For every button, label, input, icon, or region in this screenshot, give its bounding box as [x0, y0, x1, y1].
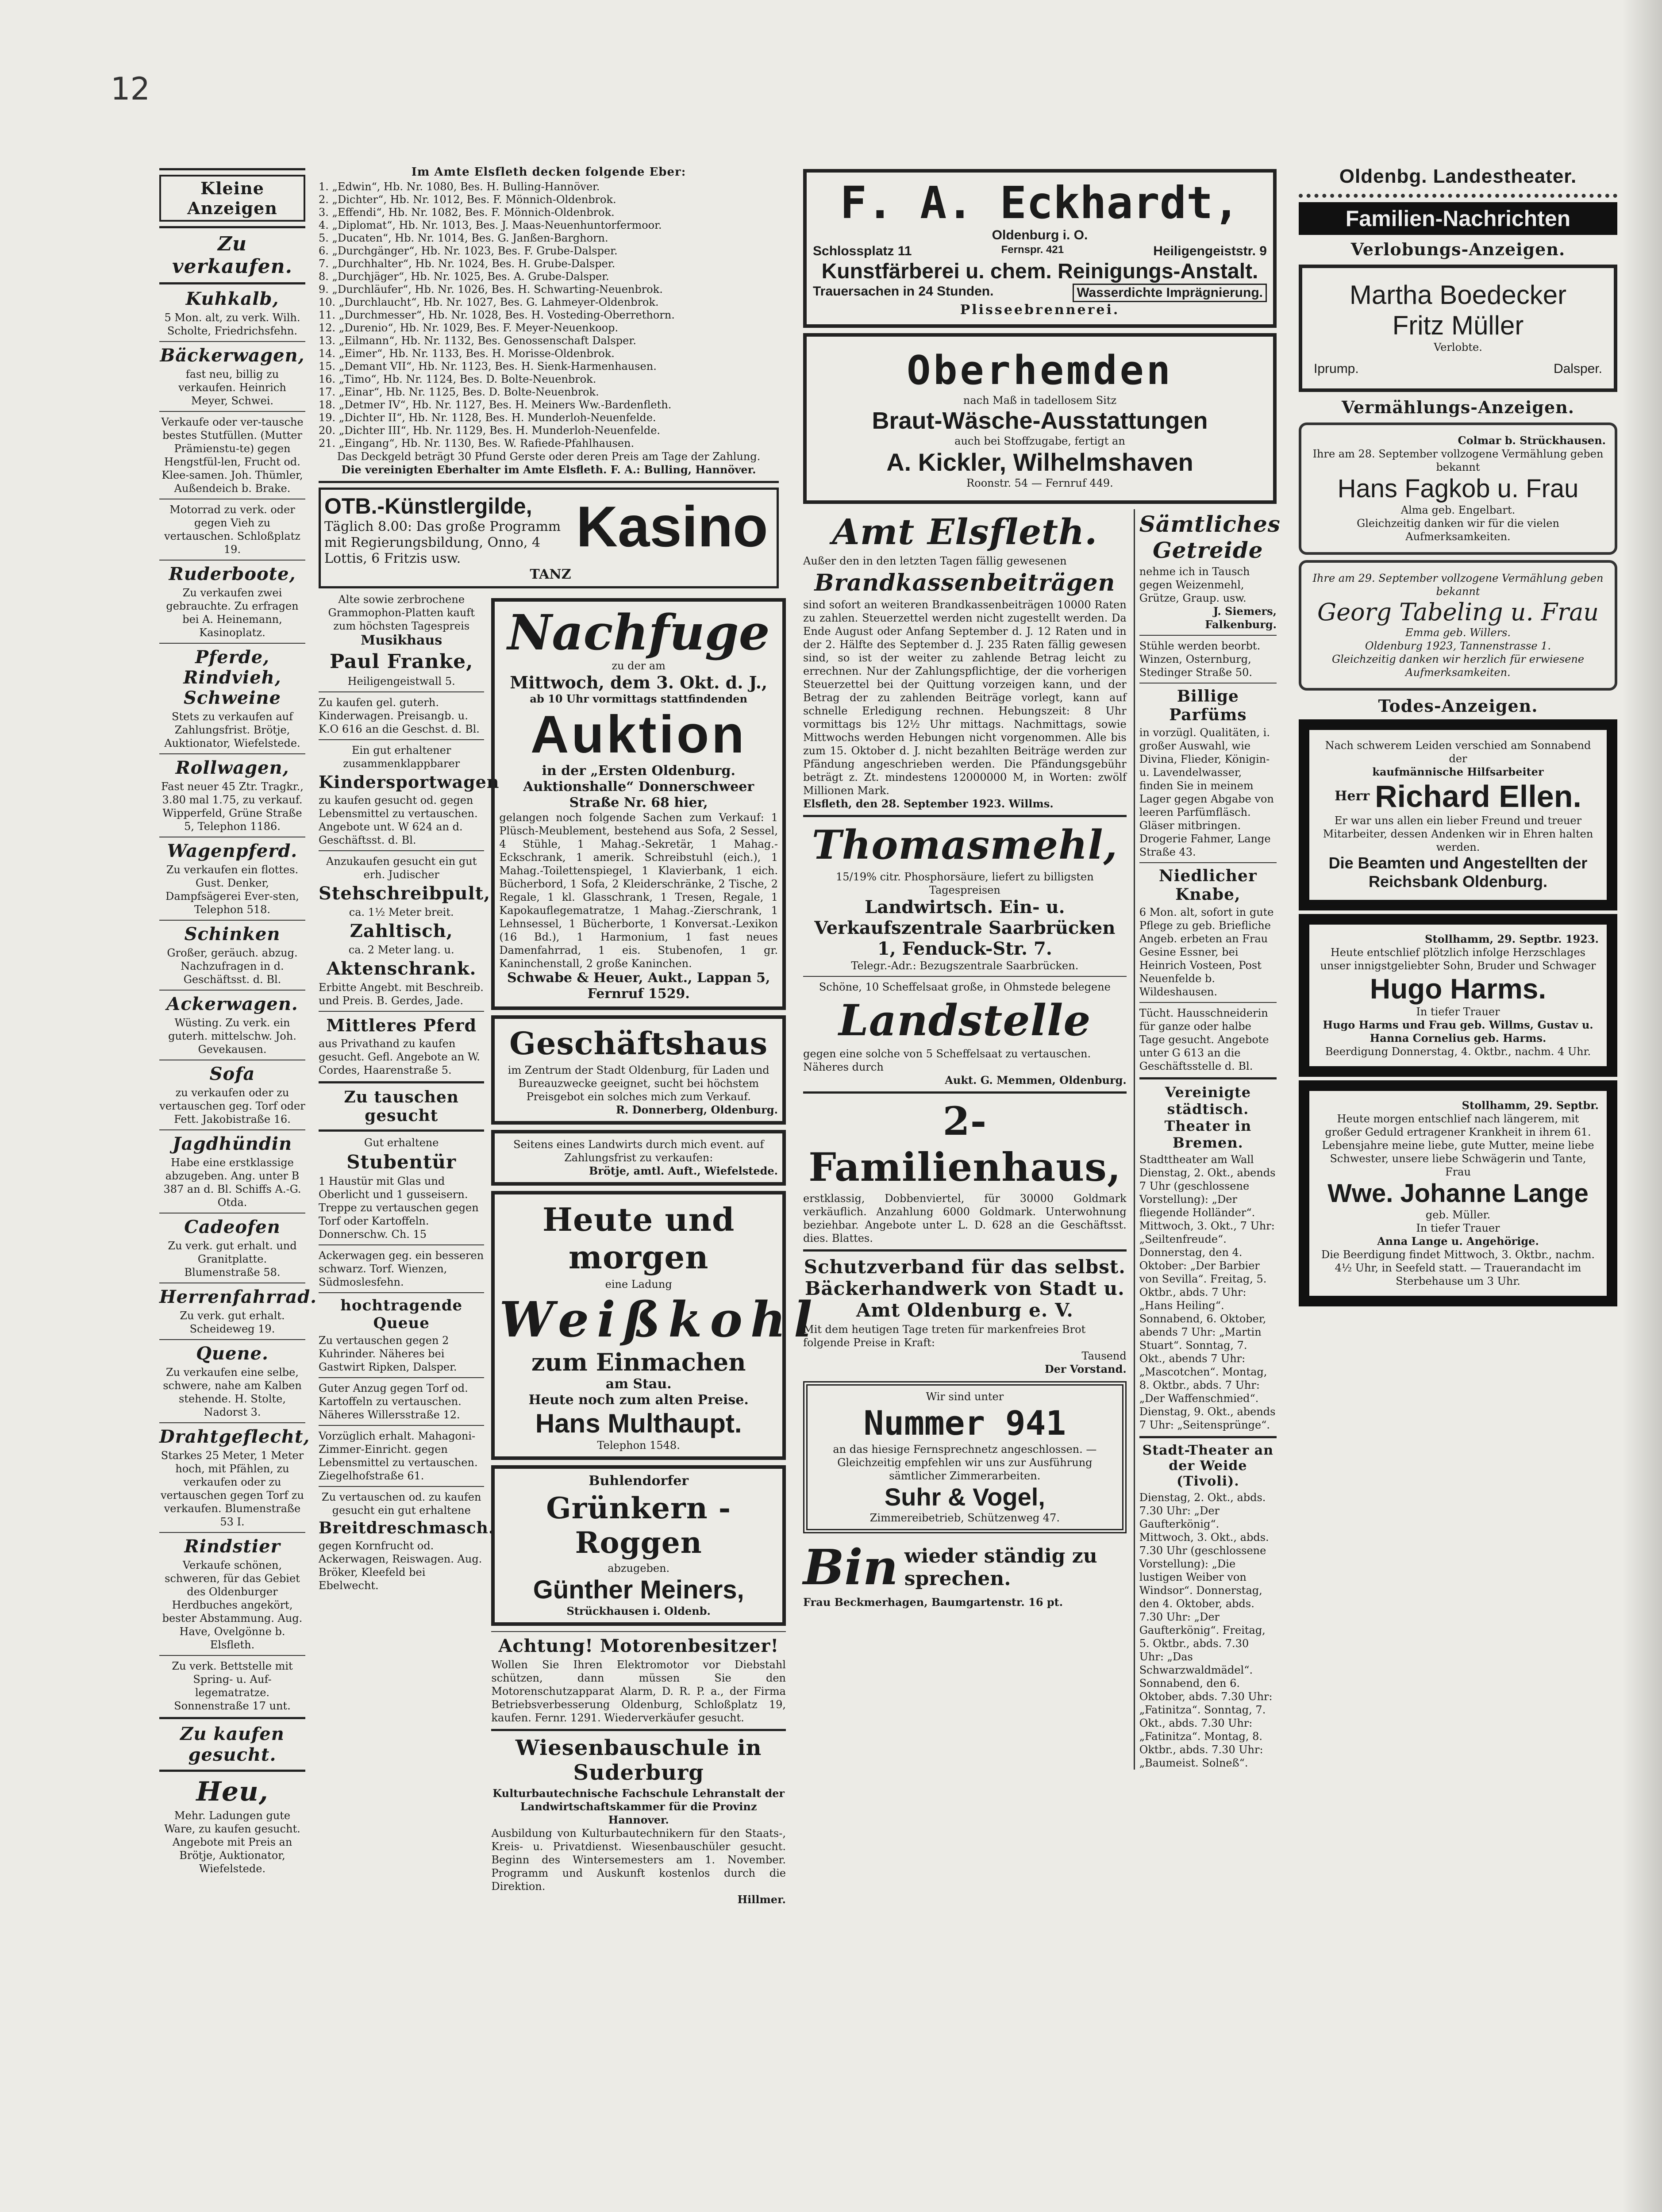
nachfuge-title: Nachfuge — [507, 604, 770, 661]
eber-entry: 9. „Durchläufer“, Hb. Nr. 1026, Bes. H. Schwarting-Neuenbrok. — [319, 283, 663, 296]
eckhardt-phone: Fernspr. 421 — [1001, 244, 1064, 256]
classified-ad — [159, 415, 305, 495]
nummer-intro: Wir sind unter — [926, 1390, 1004, 1403]
eber-entry: 13. „Eilmann“, Hb. Nr. 1132, Bes. Genossenschaft Dalsper. — [319, 334, 636, 347]
harms-trauer: In tiefer Trauer — [1416, 1006, 1500, 1018]
eber-entry: 1. „Edwin“, Hb. Nr. 1080, Bes. H. Bulling-Hannöver. — [319, 180, 600, 193]
classified-ad-head: Bäckerwagen, — [160, 345, 305, 366]
amt-title: Amt Elsfleth. — [832, 511, 1098, 553]
eber-entry: 16. „Timo“, Hb. Nr. 1124, Bes. D. Bolte-Neuenbrok. — [319, 373, 596, 385]
oberhemden-sub: nach Maß in tadellosem Sitz — [963, 394, 1117, 407]
column-classifieds — [159, 164, 317, 1878]
schutz-title: Schutzverband für das selbst. Bäckerhandwerk von Stadt u. Amt Oldenburg e. V. — [804, 1256, 1126, 1321]
classified-ad — [159, 758, 305, 833]
classified-ad — [159, 1217, 305, 1279]
classified-ad-head: Jagdhündin — [172, 1133, 292, 1154]
braut-title: Braut-Wäsche-Ausstattungen — [872, 407, 1208, 434]
bin-text: wieder ständig zu sprechen. — [904, 1544, 1097, 1590]
fagkob-thanks: Gleichzeitig danken wir für die vielen Aufmerksamkeiten. — [1357, 517, 1559, 543]
eckhardt-addr-row — [813, 243, 1267, 259]
ellen-ad — [1299, 719, 1617, 910]
classified-divider — [159, 920, 305, 921]
classified-ad-head: Schinken — [184, 924, 281, 945]
suhr-addr: Zimmereibetrieb, Schützenweg 47. — [869, 1512, 1060, 1524]
breitdresch-intro: Zu vertauschen od. zu kaufen gesucht ein gut erhaltene — [321, 1491, 481, 1517]
wiesen-sub: Kulturbautechnische Fachschule Lehranstalt der Landwirtschaftskammer für die Provinz Hannover. — [492, 1787, 785, 1826]
tabeling-geb: Emma geb. Willers. — [1405, 626, 1511, 639]
place2: Dalsper. — [1553, 361, 1602, 376]
landestheater-title: Oldenbg. Landestheater. — [1339, 165, 1577, 187]
auktion-sign: Schwabe & Heuer, Aukt., Lappan 5, Fernruf 1529. — [507, 970, 770, 1002]
thomas-title: Thomasmehl, — [812, 822, 1118, 868]
classified-ad-text: Zu verk. gut erhalt. Scheideweg 19. — [180, 1310, 285, 1335]
weisskohl-title: Weißkohl — [499, 1291, 820, 1348]
harms-burial: Beerdigung Donnerstag, 4. Oktbr., nachm. 4 Uhr. — [1325, 1045, 1591, 1058]
harms-fam: Hugo Harms und Frau geb. Willms, Gustav u. Hanna Cornelius geb. Harms. — [1323, 1018, 1593, 1045]
eckhardt-wasser: Wasserdichte Imprägnierung. — [1073, 284, 1267, 302]
eber-entry: 12. „Durenio“, Hb. Nr. 1029, Bes. F. Meyer-Neuenkoop. — [319, 322, 619, 334]
stehschreib-intro: Anzukaufen gesucht ein gut erh. Judischer — [326, 855, 477, 881]
paul-franke: Paul Franke, — [330, 650, 473, 673]
ellen-name: Richard Ellen. — [1375, 779, 1581, 814]
classified-ad-text: Verkaufe oder ver-tausche bestes Stutfüllen. (Mutter Prämienstu-te) gegen Hengstfül-len, Frucht od. Klee-samen. Joh. Thümler, Außendeich b. Brake. — [161, 416, 304, 495]
alte-preise: Heute noch zum alten Preise. — [528, 1392, 749, 1408]
ellen-herr: Herr — [1335, 788, 1370, 804]
suhr-name: Suhr & Vogel, — [884, 1483, 1045, 1511]
motor-text: Wollen Sie Ihren Elektromotor vor Diebstahl schützen, dann müssen Sie den Motorenschutzapparat Alarm, D. R. P. a., der Firma Betriebsverbesserung Oldenburg, Schloßplatz 19, kaufen. Fernr. 1291. Wiederverkäufer gesucht. — [491, 1659, 786, 1724]
classified-divider — [159, 643, 305, 644]
classified-ad-head: Wagenpferd. — [167, 841, 298, 861]
nachfuge-date: Mittwoch, dem 3. Okt. d. J., — [510, 672, 768, 692]
classified-divider — [159, 1129, 305, 1130]
ellen-role: kaufmännische Hilfsarbeiter — [1372, 765, 1544, 778]
pferd-text: aus Privathand zu kaufen gesucht. Gefl. Angebote an W. Cordes, Haarenstraße 5. — [319, 1037, 480, 1076]
classified-ad-text: Habe eine erstklassige abzugeben. Ang. unter B 387 an d. Bl. Schiffs A.-G. Otda. — [163, 1156, 301, 1209]
eckhardt-addr-left: Schlossplatz 11 — [813, 244, 912, 258]
verlobung-places — [1314, 361, 1602, 377]
tabeling-name: Georg Tabeling u. Frau — [1317, 598, 1599, 626]
otb-text: Täglich 8.00: Das große Programm mit Regierungsbildung, Onno, 4 Lottis, 6 Fritzis usw. — [324, 519, 561, 566]
getreide-title: Sämtliches Getreide — [1139, 511, 1281, 563]
eber-title: Im Amte Elsfleth decken folgende Eber: — [411, 165, 686, 179]
classified-ad-head: Drahtgeflecht, — [159, 1426, 310, 1447]
landstelle-intro: Schöne, 10 Scheffelsaat große, in Ohmstede belegene — [819, 981, 1111, 993]
landstelle-title: Landstelle — [839, 995, 1091, 1045]
grammo-text: Alte sowie zerbrochene Grammophon-Platten kauft zum höchsten Tagespreis — [328, 593, 475, 632]
akten-head: Aktenschrank. — [326, 958, 477, 979]
parfuem-text: in vorzügl. Qualitäten, i. großer Auswahl, wie Divina, Flieder, Königin-u. Lavendelwasser, finden Sie in meinem Lager gegen Abgabe von leeren Parfümfläsch. Gläser mitbringen. Drogerie Fahmer, Lange Straße 43. — [1139, 726, 1274, 858]
buhlen-sub: abzugeben. — [608, 1562, 670, 1575]
stubentuer-text: 1 Haustür mit Glas und Oberlicht und 1 gusseisern. Treppe zu vertauschen gegen Torf oder Kartoffeln. Donnerschw. Ch. 15 — [319, 1175, 479, 1240]
kleine-anzeigen-header: Kleine Anzeigen — [159, 175, 305, 222]
knabe-text: 6 Mon. alt, sofort in gute Pflege zu geb. Briefliche Angeb. erbeten an Frau Gesine Essner, bei Heinrich Vosteen, Post Neuenfelde b. Wildeshausen. — [1139, 906, 1274, 998]
classified-ad-text: Zu verkaufen zwei gebrauchte. Zu erfragen bei A. Heinemann, Kasinoplatz. — [166, 587, 299, 639]
classified-ad-head: Kuhkalb, — [185, 288, 279, 309]
kickler-name: A. Kickler, Wilhelmshaven — [886, 448, 1193, 476]
familien-header — [1299, 202, 1617, 235]
classified-divider — [159, 341, 305, 342]
eckhardt-ad — [803, 169, 1277, 328]
eckhardt-plissee: Plisseebrennerei. — [960, 302, 1120, 318]
tabeling-thanks: Gleichzeitig danken wir herzlich für erwiesene Aufmerksamkeiten. — [1331, 653, 1585, 679]
eber-entry: 20. „Dichter III“, Hb. Nr. 1129, Bes. H. Munderloh-Neuenfelde. — [319, 424, 661, 437]
auktion-place: in der „Ersten Oldenburg. Auktionshalle“ Donnerschweer Straße Nr. 68 hier, — [523, 763, 754, 810]
meiners-name: Günther Meiners, — [533, 1575, 744, 1604]
fagkob-place: Colmar b. Strückhausen. — [1458, 434, 1606, 447]
lange-burial: Die Beerdigung findet Mittwoch, 3. Oktbr., nachm. 4½ Uhr, in Seefeld statt. — Trauerandacht im Sterbehause um 3 Uhr. — [1321, 1248, 1595, 1287]
einmachen: zum Einmachen — [531, 1348, 746, 1376]
geschaeftshaus-ad — [491, 1015, 786, 1125]
braut-sub: auch bei Stoffzugabe, fertigt an — [954, 435, 1125, 447]
zahltisch-text: ca. 2 Meter lang. u. — [348, 944, 454, 956]
otb-title: OTB.-Künstlergilde, — [324, 494, 532, 518]
zimmer-ad: Vorzüglich erhalt. Mahagoni-Zimmer-Einricht. gegen Lebensmittel zu vertauschen. Ziegelhofstraße 61. — [319, 1430, 478, 1482]
nachfuge-ad — [491, 598, 786, 1010]
hausmaedchen-ad: Tücht. Hausschneiderin für ganze oder halbe Tage gesucht. Angebote unter G 613 an die Geschäftsstelle d. Bl. — [1139, 1007, 1269, 1072]
col2-right-sub — [491, 593, 820, 1906]
eber-entry: 6. „Durchgänger“, Hb. Nr. 1023, Bes. F. Grube-Dalsper. — [319, 245, 618, 257]
getreide-sign: J. Siemers, Falkenburg. — [1205, 605, 1277, 631]
classified-ad-head: Herrenfahrrad. — [159, 1286, 317, 1307]
thomas-sub: 15/19% citr. Phosphorsäure, liefert zu billigsten Tagespreisen — [835, 871, 1094, 896]
col3-right-sub — [1134, 509, 1281, 1770]
eber-entry: 8. „Durchjäger“, Hb. Nr. 1025, Bes. A. Grube-Dalsper. — [319, 270, 609, 283]
otb-tanz: TANZ — [530, 567, 571, 582]
nummer-title: Nummer 941 — [863, 1403, 1066, 1443]
theater-bremen-title: Vereinigte städtisch. Theater in Bremen. — [1164, 1084, 1252, 1151]
bin-ad — [803, 1539, 1127, 1596]
col2-split — [319, 593, 820, 1906]
breitdresch-text: gegen Kornfrucht od. Ackerwagen, Reiswagen. Aug. Bröker, Kleefeld bei Ebelwecht. — [319, 1540, 482, 1592]
ellen-name-row — [1318, 779, 1598, 814]
fagkob-name: Hans Fagkob u. Frau — [1337, 474, 1579, 503]
landstelle-text: gegen eine solche von 5 Scheffelsaat zu vertauschen. Näheres durch — [803, 1048, 1091, 1073]
tausch-title: Zu tauschen gesucht — [344, 1088, 459, 1125]
classified-divider — [159, 990, 305, 991]
heute-sub: eine Ladung — [605, 1278, 672, 1290]
brand-title: Brandkassenbeiträgen — [814, 569, 1116, 596]
section-zu-kaufen: Zu kaufen gesucht. — [180, 1724, 285, 1765]
section-zu-verkaufen: Zu verkaufen. — [172, 233, 292, 278]
eckhardt-trauer: Trauersachen in 24 Stunden. — [813, 284, 994, 299]
column-four — [1299, 164, 1617, 1310]
classified-ad — [159, 1344, 305, 1419]
classified-ad-text: Großer, geräuch. abzug. Nachzufragen in d. Geschäftsst. d. Bl. — [167, 947, 298, 986]
lange-fam: Anna Lange u. Angehörige. — [1377, 1235, 1539, 1248]
verlobung-ad — [1299, 265, 1617, 392]
harms-name: Hugo Harms. — [1370, 973, 1547, 1005]
otb-kasino-ad — [319, 488, 779, 588]
nachfuge-time: ab 10 Uhr vormittags stattfindenden — [530, 692, 747, 705]
classified-divider — [159, 411, 305, 412]
classified-ad-head: Ackerwagen. — [166, 994, 298, 1014]
classified-ad-text: Zu verk. gut erhalt. und Granitplatte. Blumenstraße 58. — [168, 1240, 297, 1279]
classified-divider — [159, 1339, 305, 1340]
fagkob-text: Ihre am 28. September vollzogene Vermählung geben bekannt — [1312, 448, 1604, 473]
classified-ad-text: Starkes 25 Meter, 1 Meter hoch, mit Pfählen, zu verkaufen oder zu vertauschen gegen Torf zu verkaufen. Blumenstraße 53 I. — [160, 1449, 304, 1528]
lange-geb: geb. Müller. — [1425, 1209, 1491, 1221]
col3-left-sub — [803, 509, 1127, 1770]
classified-ad-head: Rindstier — [184, 1536, 281, 1557]
amt-intro: Außer den in den letzten Tagen fällig gewesenen — [803, 555, 1067, 567]
amt-text: sind sofort an weiteren Brandkassenbeiträgen 10000 Raten zu zahlen. Steuerzettel werden nicht zugestellt werden. Da Ende August oder Anfang September d. J. 12 Raten und in der 2. Hälfte des September d. J. 235 Raten fällig gewesen sind, so ist der weiter zu zahlende Betrag leicht zu errechnen. Nur der Zahlungspflichtige, der die vorherigen Steuerzettel bei der Quittung vorzeigen kann, und der Betrag der zu zahlenden Beiträge vorlegt, kann auf schnelle Erledigung rechnen. Hebungszeit: 8 Uhr vormittags bis 12½ Uhr mittags. Nachmittags, sowie Mittwochs werden Hebungen nicht vorgenommen. Alle bis zum 15. Oktober d. J. nicht bezahlten Beiträge werden zur Pfändung angeschrieben werden. Die Pfändungsgebühr beträgt z. Zt. mindestens 12000000 M, in Worten: zwölf Millionen Mark. — [803, 599, 1127, 797]
eckhardt-business: Kunstfärberei u. chem. Reinigungs-Anstalt. — [821, 260, 1258, 283]
heute-title: Heute und morgen — [542, 1201, 735, 1276]
lange-trauer: In tiefer Trauer — [1416, 1222, 1500, 1234]
vermaehlung-title: Vermählungs-Anzeigen. — [1342, 397, 1574, 417]
eber-entry: 4. „Diplomat“, Hb. Nr. 1013, Bes. J. Maas-Neuenhuntorfermoor. — [319, 219, 662, 231]
wanted-ad — [159, 1776, 305, 1875]
sell-ads-list — [159, 288, 317, 1713]
eber-entry: 10. „Durchlaucht“, Hb. Nr. 1027, Bes. G. Lahmeyer-Oldenbrok. — [319, 296, 659, 308]
col2-left-sub — [319, 593, 500, 1906]
kindersport-text: zu kaufen gesucht od. gegen Lebensmittel zu vertauschen. Angebote unt. W 624 an d. Geschäftsst. d. Bl. — [319, 794, 478, 846]
ackerwagen2: Ackerwagen geg. ein besseren schwarz. Torf. Wienzen, Südmoslesfehn. — [319, 1249, 484, 1288]
page-edge-shadow — [1622, 0, 1662, 2212]
verlobte: Verlobte. — [1434, 341, 1482, 353]
stehschreib-head: Stehschreibpult, — [319, 883, 491, 904]
eber-entry: 2. „Dichter“, Hb. Nr. 1012, Bes. F. Mönnich-Oldenbrok. — [319, 193, 616, 206]
harms-text: Heute entschlief plötzlich infolge Herzschlages unser innigstgeliebter Sohn, Bruder und Schwager — [1320, 946, 1596, 972]
classified-ad — [159, 924, 305, 986]
groom1: Fritz Müller — [1392, 311, 1524, 340]
oberhemden-title: Oberhemden — [907, 347, 1173, 394]
schutz-sign: Der Vorstand. — [1044, 1363, 1127, 1375]
classified-divider — [159, 1655, 305, 1656]
eckhardt-city: Oldenburg i. O. — [992, 228, 1088, 242]
weide-text: Dienstag, 2. Okt., abds. 7.30 Uhr: „Der Gaufterkönig“. Mittwoch, 3. Okt., abds. 7.30 Uhr (geschlossene Vorstellung): „Die lustigen Weiber von Windsor“. Donnerstag, den 4. Oktober, abds. 7.30 Uhr: „Der Gaufterkönig“. Freitag, 5. Oktbr., abds. 7.30 Uhr: „Das Schwarzwaldmädel“. Sonnabend, den 6. Oktober, abds. 7.30 Uhr: „Fatinitza“. Sonntag, 7. Okt., abds. 7.30 Uhr: „Fatinitza“. Montag, 8. Oktbr., abds. 7.30 Uhr: „Baumeist. Solneß“. — [1139, 1491, 1273, 1769]
familienhaus-text: erstklassig, Dobbenviertel, für 30000 Goldmark verkäuflich. Anzahlung 6000 Goldmark. Unterwohnung beziehbar. Angebote unter L. D. 628 an die Geschäftsst. dies. Blattes. — [803, 1192, 1127, 1244]
tabeling-place: Oldenburg 1923, Tannenstrasse 1. — [1365, 640, 1551, 652]
akten-text: Erbitte Angebt. mit Beschreib. und Preis. B. Gerdes, Jade. — [319, 981, 484, 1007]
bin-title: Bin — [803, 1539, 898, 1596]
classified-divider — [159, 560, 305, 561]
classified-ad — [159, 1659, 305, 1713]
eckhardt-name: F. A. Eckhardt, — [840, 177, 1240, 229]
familien-title: Familien-Nachrichten — [1345, 206, 1571, 231]
geschaeftshaus-text: im Zentrum der Stadt Oldenburg, für Laden und Bureauzwecke geeignet, sucht bei höchstem Preisgebot ein solches mich zum Verkauf. — [508, 1064, 769, 1103]
classified-ad — [159, 503, 305, 556]
wanted-ad-text: Mehr. Ladungen gute Ware, zu kaufen gesucht. Angebote mit Preis an Brötje, Auktionator, Wiefelstede. — [164, 1809, 300, 1875]
gruenkern-title: Grünkern - Roggen — [546, 1491, 731, 1560]
gruenkern-ad — [491, 1465, 786, 1626]
weisskohl-ad — [491, 1191, 820, 1460]
auktion-title: Auktion — [530, 705, 747, 764]
stau: am Stau. — [605, 1376, 672, 1392]
zahltisch-head: Zahltisch, — [350, 921, 453, 941]
geschaeftshaus-sign: R. Donnerberg, Oldenburg. — [616, 1103, 778, 1116]
fagkob-geb: Alma geb. Engelbart. — [1400, 504, 1516, 516]
weide-title: Stadt-Theater an der Weide (Tivoli). — [1142, 1443, 1274, 1489]
kindersport-head: Kindersportwagen — [319, 772, 500, 792]
motor-title: Achtung! Motorenbesitzer! — [498, 1636, 779, 1656]
eber-entry: 15. „Demant VII“, Hb. Nr. 1123, Bes. H. Sienk-Harmenhausen. — [319, 360, 657, 373]
eber-entry: 19. „Dichter II“, Hb. Nr. 1128, Bes. H. Munderloh-Neuenfelde. — [319, 411, 656, 424]
landwirt-intro: Seitens eines Landwirts durch mich event. auf Zahlungsfrist zu verkaufen: — [513, 1138, 764, 1164]
page-number: 12 — [111, 71, 150, 107]
eber-entry: 14. „Eimer“, Hb. Nr. 1133, Bes. H. Morisse-Oldenbrok. — [319, 347, 615, 360]
nachfuge-sub: zu der am — [612, 660, 666, 672]
harms-ad — [1299, 914, 1617, 1077]
wiesen-text: Ausbildung von Kulturbautechnikern für den Staats-, Kreis- u. Privatdienst. Wiesenbauschüler gesucht. Beginn des Wintersemesters am 1. November. Programm und Auskunft kostenlos durch die Direktion. — [491, 1827, 786, 1893]
geschaeftshaus-title: Geschäftshaus — [509, 1025, 768, 1062]
thomas-tel: Telegr.-Adr.: Bezugszentrale Saarbrücken. — [851, 960, 1079, 972]
paul-addr: Heiligengeistwall 5. — [347, 675, 455, 687]
kasino-title: Kasino — [576, 494, 768, 559]
lange-text: Heute morgen entschlief nach längerem, mit großer Geduld ertragener Krankheit in ihrem 61. Lebensjahre meine liebe, gute Mutter, meine liebe Schwester, unsere liebe Schwägerin und Tante, Frau — [1322, 1113, 1594, 1178]
eber-entry: 11. „Durchmesser“, Hb. Nr. 1028, Bes. H. Vosteding-Oberrethorn. — [319, 309, 675, 321]
stubentuer: Stubentür — [346, 1151, 457, 1173]
classified-ad — [159, 1064, 305, 1126]
nummer-text: an das hiesige Fernsprechnetz angeschlossen. — Gleichzeitig empfehlen wir uns zur Ausführung sämtlicher Zimmerarbeiten. — [833, 1443, 1097, 1482]
classified-ad-head: Rollwagen, — [175, 757, 289, 778]
classified-ad — [159, 1134, 305, 1209]
tabeling-ad — [1299, 560, 1617, 691]
auktion-text: gelangen noch folgende Sachen zum Verkauf: 1 Plüsch-Meublement, bestehend aus Sofa, 2 Sessel, 4 Stühle, 1 Mahag.-Sekretär, 1 Mahag.-Eckschrank, 1 amerik. Schreibstuhl (eich.), 1 Mahag.-Toilettenspiegel, 1 Klavierbank, 1 eich. Bücherbord, 1 Sofa, 2 Kleiderschränke, 2 Tische, 2 Regale, 1 kl. Glasschrank, 1 Tresen, Regale, 1 Kapokauflegematratze, 1 Mahag.-Zierschrank, 1 Lehnsessel, 1 Bücherborte, 1 Konversat.-Lexikon (16 Bd.), 1 Harmonium, 1 fast neues Damenfahrrad, 1 eis. Stubenofen, 1 gr. Kaninchenstall, 2 große Kaninchen. — [499, 811, 778, 970]
classified-ad-text: Zu verkaufen eine selbe, schwere, nahe am Kalben stehende. H. Stolte, Nadorst 3. — [163, 1366, 302, 1418]
queue-title: hochtragende Queue — [340, 1297, 463, 1332]
col3-split — [803, 509, 1281, 1770]
wiesen-sign: Hillmer. — [737, 1893, 786, 1906]
place1: Iprump. — [1314, 361, 1359, 376]
verlobung-title: Verlobungs-Anzeigen. — [1350, 239, 1566, 259]
classified-ad-head: Pferde, Rindvieh, Schweine — [183, 647, 281, 708]
fagkob-ad — [1299, 422, 1617, 555]
classified-ad — [159, 841, 305, 916]
classified-ad — [159, 1286, 317, 1336]
classified-ad-text: Motorrad zu verk. oder gegen Vieh zu vertauschen. Schloßplatz 19. — [164, 503, 300, 556]
column-three — [803, 164, 1281, 1770]
classified-ad-text: Wüsting. Zu verk. ein guterh. mittelschw. Joh. Gevekausen. — [168, 1017, 296, 1056]
classified-ad-text: Zu verk. Bettstelle mit Spring- u. Auf-legematratze. Sonnenstraße 17 unt. — [172, 1660, 293, 1712]
getreide-text: nehme ich in Tausch gegen Weizenmehl, Grütze, Graup. usw. — [1139, 565, 1250, 604]
classified-ad-text: zu verkaufen oder zu vertauschen geg. Torf oder Fett. Jakobistraße 16. — [159, 1087, 305, 1125]
classified-ad — [159, 994, 305, 1056]
eber-entry: 3. „Effendi“, Hb. Nr. 1082, Bes. F. Mönnich-Oldenbrok. — [319, 206, 615, 219]
eber-list — [319, 180, 779, 450]
classified-ad-text: 5 Mon. alt, zu verk. Wilh. Scholte, Friedrichsfehn. — [164, 311, 300, 337]
column-two — [319, 164, 820, 1906]
ellen-sign: Die Beamten und Angestellten der Reichsbank Oldenburg. — [1328, 854, 1588, 891]
kinderwagen-ad: Zu kaufen gel. guterh. Kinderwagen. Preisangb. u. K.O 616 an die Geschst. d. Bl. — [319, 696, 480, 735]
bin-sign: Frau Beckmerhagen, Baumgartenstr. 16 pt. — [803, 1596, 1063, 1609]
wanted-ad-head: Heu, — [196, 1776, 269, 1807]
lange-name: Wwe. Johanne Lange — [1327, 1179, 1589, 1208]
classified-divider — [159, 1422, 305, 1423]
buhlen-intro: Buhlendorfer — [589, 1473, 689, 1489]
eckhardt-addr-right: Heiligengeiststr. 9 — [1153, 244, 1267, 258]
classified-ad-head: Quene. — [196, 1343, 269, 1364]
thomas-text: Landwirtsch. Ein- u. Verkaufszentrale Saarbrücken 1, Fenduck-Str. 7. — [814, 897, 1116, 959]
multhaupt: Hans Multhaupt. — [535, 1409, 742, 1438]
eber-entry: 7. „Durchhalter“, Hb. Nr. 1024, Bes. H. Grube-Dalsper. — [319, 257, 616, 270]
classified-ad-head: Sofa — [209, 1064, 255, 1084]
harms-place: Stollhamm, 29. Septbr. 1923. — [1425, 933, 1599, 945]
classified-ad-text: Verkaufe schönen, schweren, für das Gebiet des Oldenburger Herdbuches angekört, bester Abstammung. Aug. Have, Ovelgönne b. Elsfleth. — [162, 1559, 303, 1651]
pferd-head: Mittleres Pferd — [326, 1015, 477, 1035]
tabeling-text: Ihre am 29. September vollzogene Vermählung geben bekannt — [1312, 572, 1604, 598]
eber-entry: 21. „Eingang“, Hb. Nr. 1130, Bes. W. Rafiede-Pfahlhausen. — [319, 437, 635, 449]
amt-sign: Elsfleth, den 28. September 1923. Willms. — [803, 797, 1054, 810]
classified-ad — [159, 346, 305, 407]
classified-ad — [159, 564, 305, 639]
classified-divider — [159, 1532, 305, 1533]
wiesen-title: Wiesenbauschule in Suderburg — [515, 1736, 762, 1785]
bride1: Martha Boedecker — [1349, 280, 1567, 310]
schutz-unit: Tausend — [1081, 1350, 1127, 1362]
wanted-ads-list — [159, 1776, 305, 1875]
lange-ad — [1299, 1080, 1617, 1306]
eber-footer: Das Deckgeld beträgt 30 Pfund Gerste oder deren Preis am Tage der Zahlung. — [337, 450, 761, 463]
stuehle-ad: Stühle werden beorbt. Winzen, Osternburg, Stedinger Straße 50. — [1139, 640, 1261, 679]
stubentuer-intro: Gut erhaltene — [364, 1137, 439, 1149]
nummer-ad — [803, 1381, 1127, 1533]
stehschreib-text: ca. 1½ Meter breit. — [349, 906, 454, 918]
classified-ad — [159, 289, 305, 338]
eber-entry: 5. „Ducaten“, Hb. Nr. 1014, Bes. G. Janßen-Barghorn. — [319, 232, 608, 244]
classified-ad — [159, 1536, 305, 1651]
kindersport-intro: Ein gut erhaltener zusammenklappbarer — [343, 744, 460, 770]
familienhaus-title: 2-Familienhaus, — [808, 1098, 1121, 1190]
queue-text: Zu vertauschen gegen 2 Kuhrinder. Näheres bei Gastwirt Ripken, Dalsper. — [319, 1334, 457, 1373]
todes-title: Todes-Anzeigen. — [1378, 696, 1538, 716]
breitdresch: Breitdreschmasch. — [319, 1519, 495, 1537]
eber-entry: 17. „Einar“, Hb. Nr. 1125, Bes. D. Bolte-Neuenbrok. — [319, 386, 599, 398]
theater-bremen-text: Stadttheater am Wall Dienstag, 2. Okt., abends 7 Uhr (geschlossene Vorstellung): „Der fliegende Holländer“. Mittwoch, 3. Okt., 7 Uhr: „Seiltenfreude“. Donnerstag, den 4. Oktober: „Der Barbier von Sevilla“. Freitag, 5. Oktbr., abds. 7 Uhr: „Hans Heiling“. Sonnabend, 6. Oktober, abends 7 Uhr: „Martin Stuart“. Sonntag, 7. Okt., abends 7 Uhr: „Mascotchen“. Montag, 8. Oktbr., abds. 7 Uhr: „Der Waffenschmied“. Dienstag, 9. Okt., abends 7 Uhr: „Seitensprünge“. — [1139, 1153, 1276, 1431]
ellen-text: Er war uns allen ein lieber Freund und treuer Mitarbeiter, dessen Andenken wir in Ehren halten werden. — [1323, 814, 1593, 853]
kickler-addr: Roonstr. 54 — Fernruf 449. — [966, 477, 1113, 489]
classified-ad — [159, 647, 305, 750]
landwirt-ad — [491, 1130, 786, 1186]
anzug-ad: Guter Anzug gegen Torf od. Kartoffeln zu vertauschen. Näheres Willersstraße 12. — [319, 1382, 468, 1421]
ellen-intro: Nach schwerem Leiden verschied am Sonnabend der — [1325, 739, 1591, 765]
musikhaus: Musikhaus — [361, 633, 442, 648]
parfuem-title: Billige Parfüms — [1169, 687, 1247, 724]
classified-ad-head: Ruderboote, — [169, 564, 296, 584]
landwirt-sign: Brötje, amtl. Auft., Wiefelstede. — [589, 1164, 778, 1177]
classified-divider — [159, 753, 305, 754]
classified-ad-text: Fast neuer 45 Ztr. Tragkr., 3.80 mal 1.75, zu verkauf. Wipperfeld, Grüne Straße 5, Telephon 1186. — [161, 780, 304, 833]
classified-ad-head: Cadeofen — [184, 1217, 281, 1237]
classified-ad-text: Zu verkaufen ein flottes. Gust. Denker, Dampfsägerei Ever-sten, Telephon 518. — [165, 864, 299, 916]
landstelle-sign: Aukt. G. Memmen, Oldenburg. — [945, 1074, 1127, 1087]
multhaupt-tel: Telephon 1548. — [597, 1439, 680, 1452]
schutz-intro: Mit dem heutigen Tage treten für markenfreies Brot folgende Preise in Kraft: — [803, 1323, 1086, 1349]
classified-ad — [159, 1426, 310, 1528]
eber-sign: Die vereinigten Eberhalter im Amte Elsfleth. F. A.: Bulling, Hannöver. — [341, 463, 756, 476]
eckhardt-row2 — [813, 284, 1267, 302]
lange-place: Stollhamm, 29. Septbr. — [1462, 1099, 1599, 1112]
classified-ad-text: Stets zu verkaufen auf Zahlungsfrist. Brötje, Auktionator, Wiefelstede. — [164, 710, 300, 749]
meiners-addr: Strückhausen i. Oldenb. — [566, 1605, 711, 1617]
eber-entry: 18. „Detmer IV“, Hb. Nr. 1127, Bes. H. Meiners Ww.-Bardenfleth. — [319, 399, 672, 411]
knabe-title: Niedlicher Knabe, — [1158, 867, 1257, 904]
classified-ad-text: fast neu, billig zu verkaufen. Heinrich Meyer, Schwei. — [178, 368, 286, 407]
kickler-ad — [803, 333, 1277, 504]
classified-divider — [159, 1213, 305, 1214]
